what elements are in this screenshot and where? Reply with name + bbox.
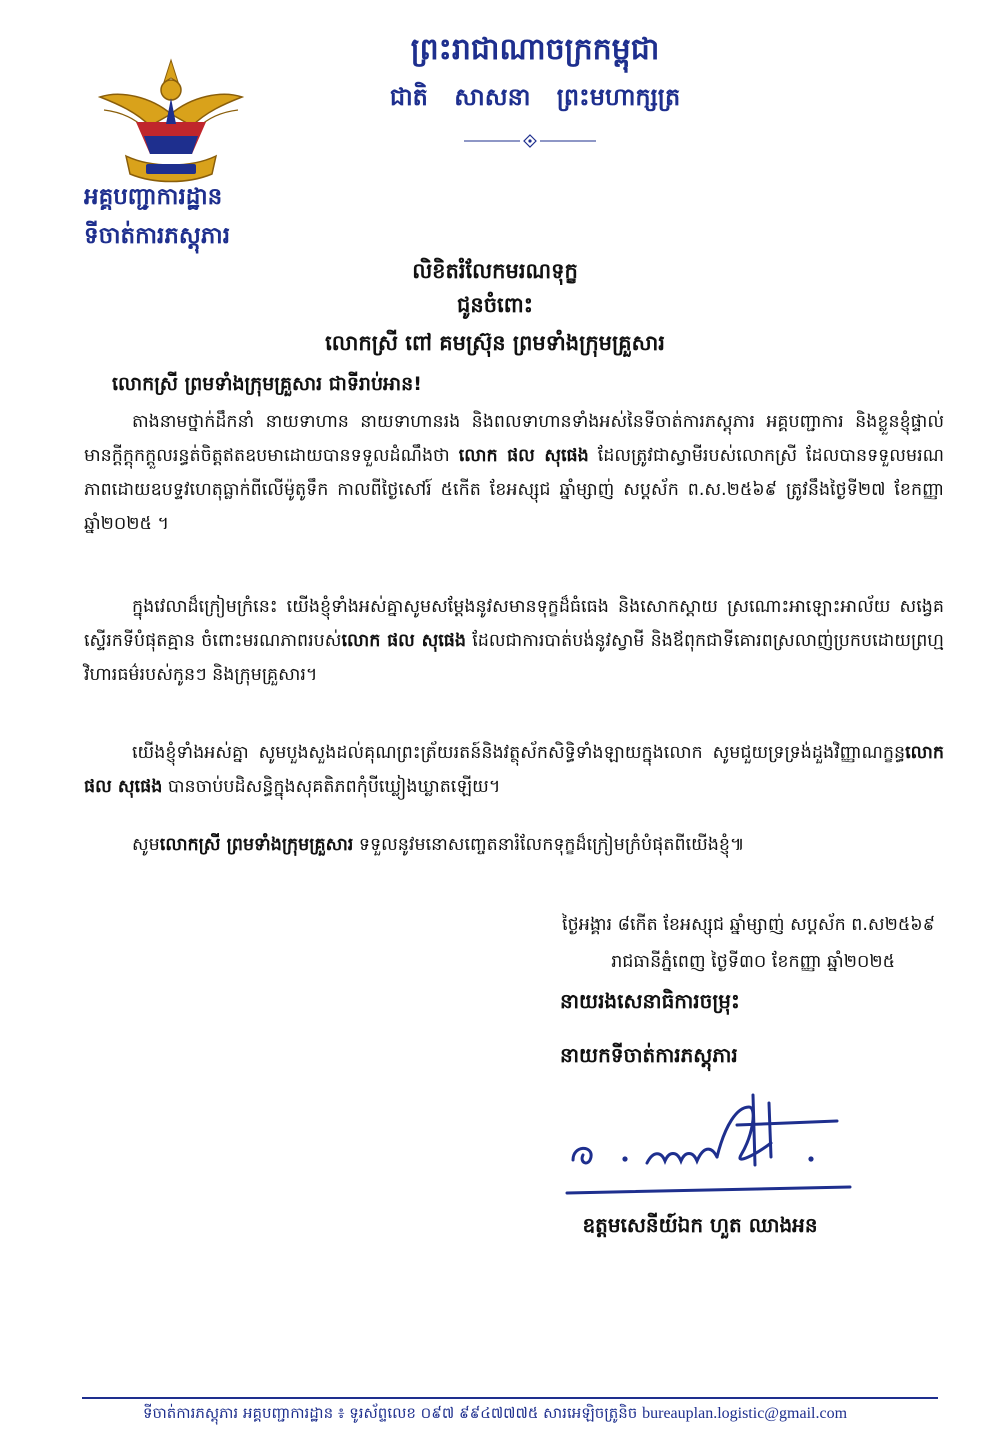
footer-text: ទីចាត់ការភស្តុភារ អគ្គបញ្ជាការដ្ឋាន ៖ ទូរស័ព្ទលេខ ០៩៧ ៩៩៤៧៧៧៥ សារអេឡិចត្រូនិច — [142, 1404, 638, 1422]
date-solar: រាជធានីភ្នំពេញ ថ្ងៃទី៣០ ខែកញ្ញា ឆ្នាំ២០២៥ — [611, 952, 895, 972]
paragraph-text: ក្នុងវេលាដ៏ក្រៀមក្រំនេះ យើងខ្ញុំទាំងអស់គ្នាសូមសម្តែងនូវសមានទុក្ខដ៏ធំធេង និងសោកស្តាយ ស្រណោះអាឡោះអាល័យ សង្វេគស្ទើរកទីបំផុតគ្មាន ចំពោះមរណភាពរបស់ — [84, 597, 944, 651]
deceased-name: លោក ផល សុផេង — [341, 631, 467, 651]
paragraph-text: យើងខ្ញុំទាំងអស់គ្នា សូមបួងសួងដល់គុណព្រះត្រ័យរតន៍និងវត្ថុស័កសិទ្ធិទាំងឡាយក្នុងលោក សូមជួយទ្រទ្រង់ដួងវិញ្ញាណក្ខន្ធ — [132, 743, 906, 763]
footer-contact — [0, 1404, 990, 1426]
paragraph-2 — [84, 590, 944, 692]
signer-role-2: នាយកទីចាត់ការភស្តុភារ — [560, 1043, 738, 1067]
letter-recipient-label: ជូនចំពោះ — [457, 293, 533, 317]
paragraph-text: ទទួលនូវមនោសញ្ចេតនារំលែកទុក្ខដ៏ក្រៀមក្រំបំផុតពីយើងខ្ញុំ៕ — [353, 835, 745, 855]
divider-ornament-icon — [460, 132, 600, 150]
handwritten-signature — [565, 1085, 855, 1205]
deceased-name: លោក ផល សុផេង — [458, 446, 589, 466]
salutation: លោកស្រី ព្រមទាំងក្រុមគ្រួសារ ជាទីរាប់អាន! — [112, 373, 422, 395]
date-lunar: ថ្ងៃអង្គារ ៨កើត ខែអស្សុជ ឆ្នាំម្សាញ់ សប្តស័ក ព.ស២៥៦៩ — [562, 915, 935, 935]
paragraph-text: សូម — [132, 835, 160, 855]
recipient-name: លោកស្រី ព្រមទាំងក្រុមគ្រួសារ — [159, 835, 354, 855]
signer-name: ឧត្តមសេនីយ៍ឯក ហួត ឈាងអន — [582, 1213, 818, 1237]
letter-title: លិខិតរំលែកមរណទុក្ខ — [412, 259, 578, 283]
paragraph-3 — [84, 736, 944, 804]
emblem-icon — [96, 52, 246, 187]
deceased-name: លោក ផល សុផេង — [84, 743, 944, 797]
paragraph-text: បានចាប់បដិសន្ធិក្នុងសុគតិភពកុំបីឃ្លៀងឃ្លាតឡើយ។ — [162, 777, 501, 797]
paragraph-1 — [84, 405, 944, 541]
paragraph-text: ដែលត្រូវជាស្វាមីរបស់លោកស្រី ដែលបានទទួលមរណភាពដោយឧបទ្ទវហេតុធ្លាក់ពីលើម៉ូតូទឹក កាលពីថ្ងៃសៅរ៍ ៥កើត ខែអស្សុជ ឆ្នាំម្សាញ់ សប្តស័ក ព.ស.២៥៦៩ ត្រូវនឹងថ្ងៃទី២៧ ខែកញ្ញា ឆ្នាំ២០២៥ ។ — [84, 446, 944, 534]
paragraph-4 — [84, 828, 944, 862]
footer-email[interactable]: bureauplan.logistic@gmail.com — [642, 1405, 848, 1422]
department-line-1: អគ្គបញ្ជាការដ្ឋាន — [84, 184, 223, 210]
paragraph-text: តាងនាមថ្នាក់ដឹកនាំ នាយទាហាន នាយទាហានរង និងពលទាហានទាំងអស់នៃទីចាត់ការភស្តុភារ អគ្គបញ្ជាការ និងខ្លួនខ្ញុំផ្ទាល់ មានក្តីក្តុកក្តួលរន្ធត់ចិត្តឥតឧបមាដោយបានទទួលដំណឹងថា — [84, 412, 944, 466]
department-line-2: ទីចាត់ការភស្តុភារ — [84, 223, 230, 249]
kingdom-title: ព្រះរាជាណាចក្រកម្ពុជា — [410, 32, 660, 67]
paragraph-text: ដែលជាការបាត់បង់នូវស្វាមី និងឪពុកជាទីគោរពស្រលាញ់ប្រកបដោយព្រហ្មវិហារធម៌របស់កូនៗ និងក្រុមគ្រួសារ។ — [84, 631, 944, 685]
letter-recipient-name: លោកស្រី ពៅ គមស្រ៊ុន ព្រមទាំងក្រុមគ្រួសារ — [325, 331, 665, 355]
national-motto: ជាតិ សាសនា ព្រះមហាក្សត្រ — [389, 83, 681, 111]
footer-divider — [82, 1397, 938, 1399]
signer-role-1: នាយរងសេនាធិការចម្រុះ — [560, 989, 740, 1013]
